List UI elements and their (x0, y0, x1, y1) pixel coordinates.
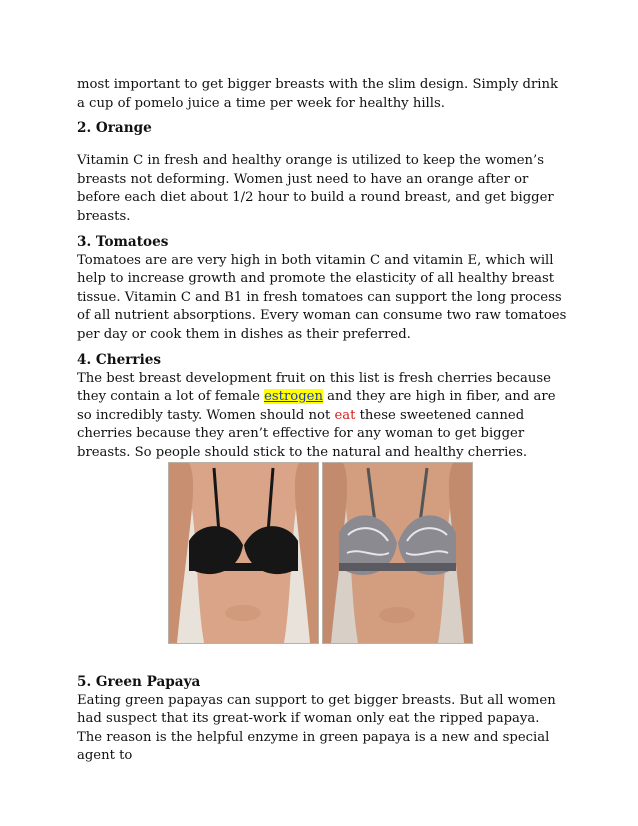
intro-paragraph: most important to get bigger breasts with the slim design. Simply drink a cup of pomelo juice a time per week for healthy hills. (77, 77, 558, 111)
torso-black-bra-image (169, 463, 318, 643)
estrogen-link[interactable]: estrogen (264, 389, 323, 405)
document-page (77, 76, 567, 766)
paragraph-orange: Vitamin C in fresh and healthy orange is utilized to keep the women’s breasts not deforming. Women just need to have an orange after or before each diet about 1/2 hour to build a round breast, and get bigger breasts. (77, 153, 554, 224)
heading-green-papaya: 5. Green Papaya (77, 673, 201, 690)
cherries-text-3: these sweetened canned cherries because they aren’t effective for any woman to get bigger breasts. So people should stick to the natural and healthy cherries. (77, 407, 528, 460)
comparison-photo (168, 462, 471, 644)
paragraph-green-papaya: Eating green papayas can support to get bigger breasts. But all women had suspect that its great-work if woman only eat the ripped papaya. The reason is the helpful enzyme in green papaya is a new and special agent to (77, 692, 556, 764)
heading-orange: 2. Orange (77, 120, 152, 137)
torso-patterned-bra-image (323, 463, 472, 643)
paragraph-cherries (77, 370, 567, 463)
cherries-text-2: and they are high in fiber, and are so incredibly tasty. Women should not (77, 389, 556, 423)
cherries-text-1: The best breast development fruit on this list is fresh cherries because they contain a lot of female (77, 370, 551, 405)
heading-cherries: 4. Cherries (77, 351, 162, 368)
heading-tomatoes: 3. Tomatoes (77, 233, 169, 250)
photo-after (322, 462, 473, 644)
eat-link[interactable]: eat (334, 407, 356, 423)
photo-before (168, 462, 319, 644)
paragraph-tomatoes: Tomatoes are are very high in both vitamin C and vitamin E, which will help to increase growth and promote the elasticity of all healthy breast tissue. Vitamin C and B1 in fresh tomatoes can support the long process of all nutrient absorptions. Every woman can consume two raw tomatoes per day or cook them in dishes as their preferred. (77, 252, 567, 342)
